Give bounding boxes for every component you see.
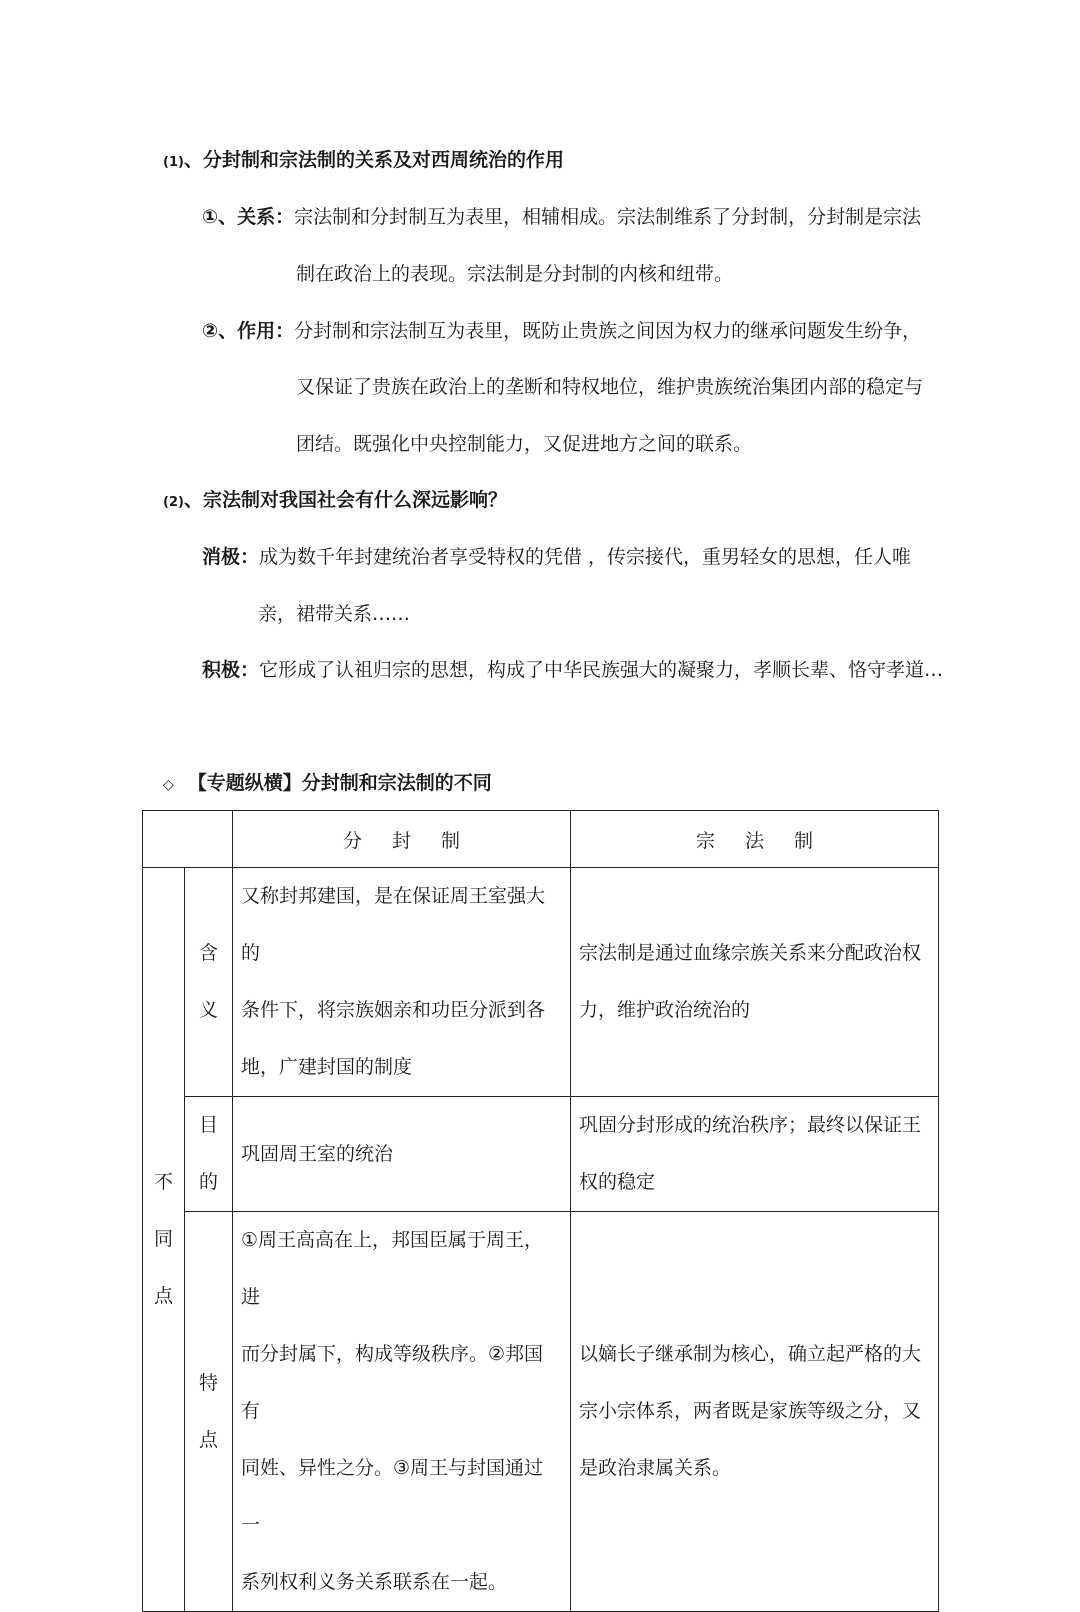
negative-text-1: 成为数千年封建统治者享受特权的凭借 ，传宗接代，重男轻女的思想，任人唯 [259,546,912,568]
group-label-char: 点 [153,1285,173,1307]
negative-line-1 [202,545,911,569]
effect-label: ②、作用： [202,320,295,342]
topic-heading [163,771,492,797]
diamond-bullet-icon: ◇ [163,777,174,793]
header-zongfa: 宗法制 [571,811,939,868]
cell-line: 力，维护政治统治的 [579,999,751,1021]
header-fenfeng: 分封制 [233,811,571,868]
table-row-feature [143,1212,939,1612]
cell-line: 宗小宗体系，两者既是家族等级之分，又 [579,1400,922,1422]
effect-line-1 [202,319,921,343]
meaning-fenfeng-cell [233,868,571,1097]
cell-line: 巩固周王室的统治 [241,1142,394,1165]
group-label-char: 同 [153,1228,173,1250]
cell-line: 地，广建封国的制度 [241,1056,413,1078]
relation-text-1: 宗法制和分封制互为表里，相辅相成。宗法制维系了分封制，分封制是宗法 [294,206,922,228]
section-2-number: (2) [163,495,184,510]
cell-line: 巩固分封形成的统治秩序；最终以保证王 [579,1114,922,1136]
table-row-purpose [143,1097,939,1212]
feature-fenfeng-cell [233,1212,571,1612]
positive-label: 积极： [202,659,260,681]
row-label-purpose [185,1097,233,1212]
comparison-table [142,810,939,1612]
row-label-char: 的 [198,1171,218,1193]
row-label-feature [185,1212,233,1612]
row-label-meaning [185,868,233,1097]
cell-line: 是政治隶属关系。 [579,1457,732,1479]
row-label-char: 特 [198,1371,218,1394]
section-1-title: 、分封制和宗法制的关系及对西周统治的作用 [183,149,564,171]
group-label-char: 不 [153,1171,173,1193]
section-1-number: (1) [163,155,184,170]
cell-line: 条件下，将宗族姻亲和功臣分派到各 [241,999,546,1021]
purpose-fenfeng-cell [233,1097,571,1212]
cell-line: 同姓、异性之分。③周王与封国通过一 [241,1457,544,1536]
positive-text-1: 它形成了认祖归宗的思想，构成了中华民族强大的凝聚力，孝顺长辈、恪守孝道… [259,659,944,681]
row-label-char: 义 [198,999,218,1021]
meaning-zongfa-cell [571,868,939,1097]
table-header-row [143,811,939,868]
row-label-char: 含 [198,942,218,964]
positive-line-1 [202,658,943,682]
effect-text-3: 团结。既强化中央控制能力，又促进地方之间的联系。 [296,433,753,455]
feature-zongfa-cell [571,1212,939,1612]
row-label-char: 目 [198,1114,218,1136]
effect-text-2: 又保证了贵族在政治上的垄断和特权地位，维护贵族统治集团内部的稳定与 [296,376,924,398]
table-row-meaning [143,868,939,1097]
topic-title: 【专题纵横】分封制和宗法制的不同 [187,772,492,794]
relation-line-1 [202,205,921,229]
group-label-cell [143,868,185,1612]
cell-line: 而分封属下，构成等级秩序。②邦国有 [241,1343,544,1422]
purpose-zongfa-cell [571,1097,939,1212]
section-2-title: 、宗法制对我国社会有什么深远影响？ [183,489,507,511]
section-1-heading [163,148,564,175]
cell-line: 又称封邦建国，是在保证周王室强大的 [241,885,546,964]
row-label-char: 点 [198,1428,218,1451]
cell-line: 权的稳定 [579,1171,656,1193]
cell-line: ①周王高高在上，邦国臣属于周王，进 [241,1229,544,1308]
table-corner-cell [143,811,233,868]
section-2-heading [163,488,507,515]
negative-label: 消极： [202,546,260,568]
cell-line: 以嫡长子继承制为核心，确立起严格的大 [579,1343,922,1365]
negative-text-2: 亲，裙带关系…… [258,603,411,625]
cell-line: 系列权利义务关系联系在一起。 [241,1571,508,1593]
relation-label: ①、关系： [202,206,295,228]
effect-text-1: 分封制和宗法制互为表里，既防止贵族之间因为权力的继承问题发生纷争， [294,320,922,342]
cell-line: 宗法制是通过血缘宗族关系来分配政治权 [579,942,922,964]
relation-text-2: 制在政治上的表现。宗法制是分封制的内核和纽带。 [296,263,734,285]
